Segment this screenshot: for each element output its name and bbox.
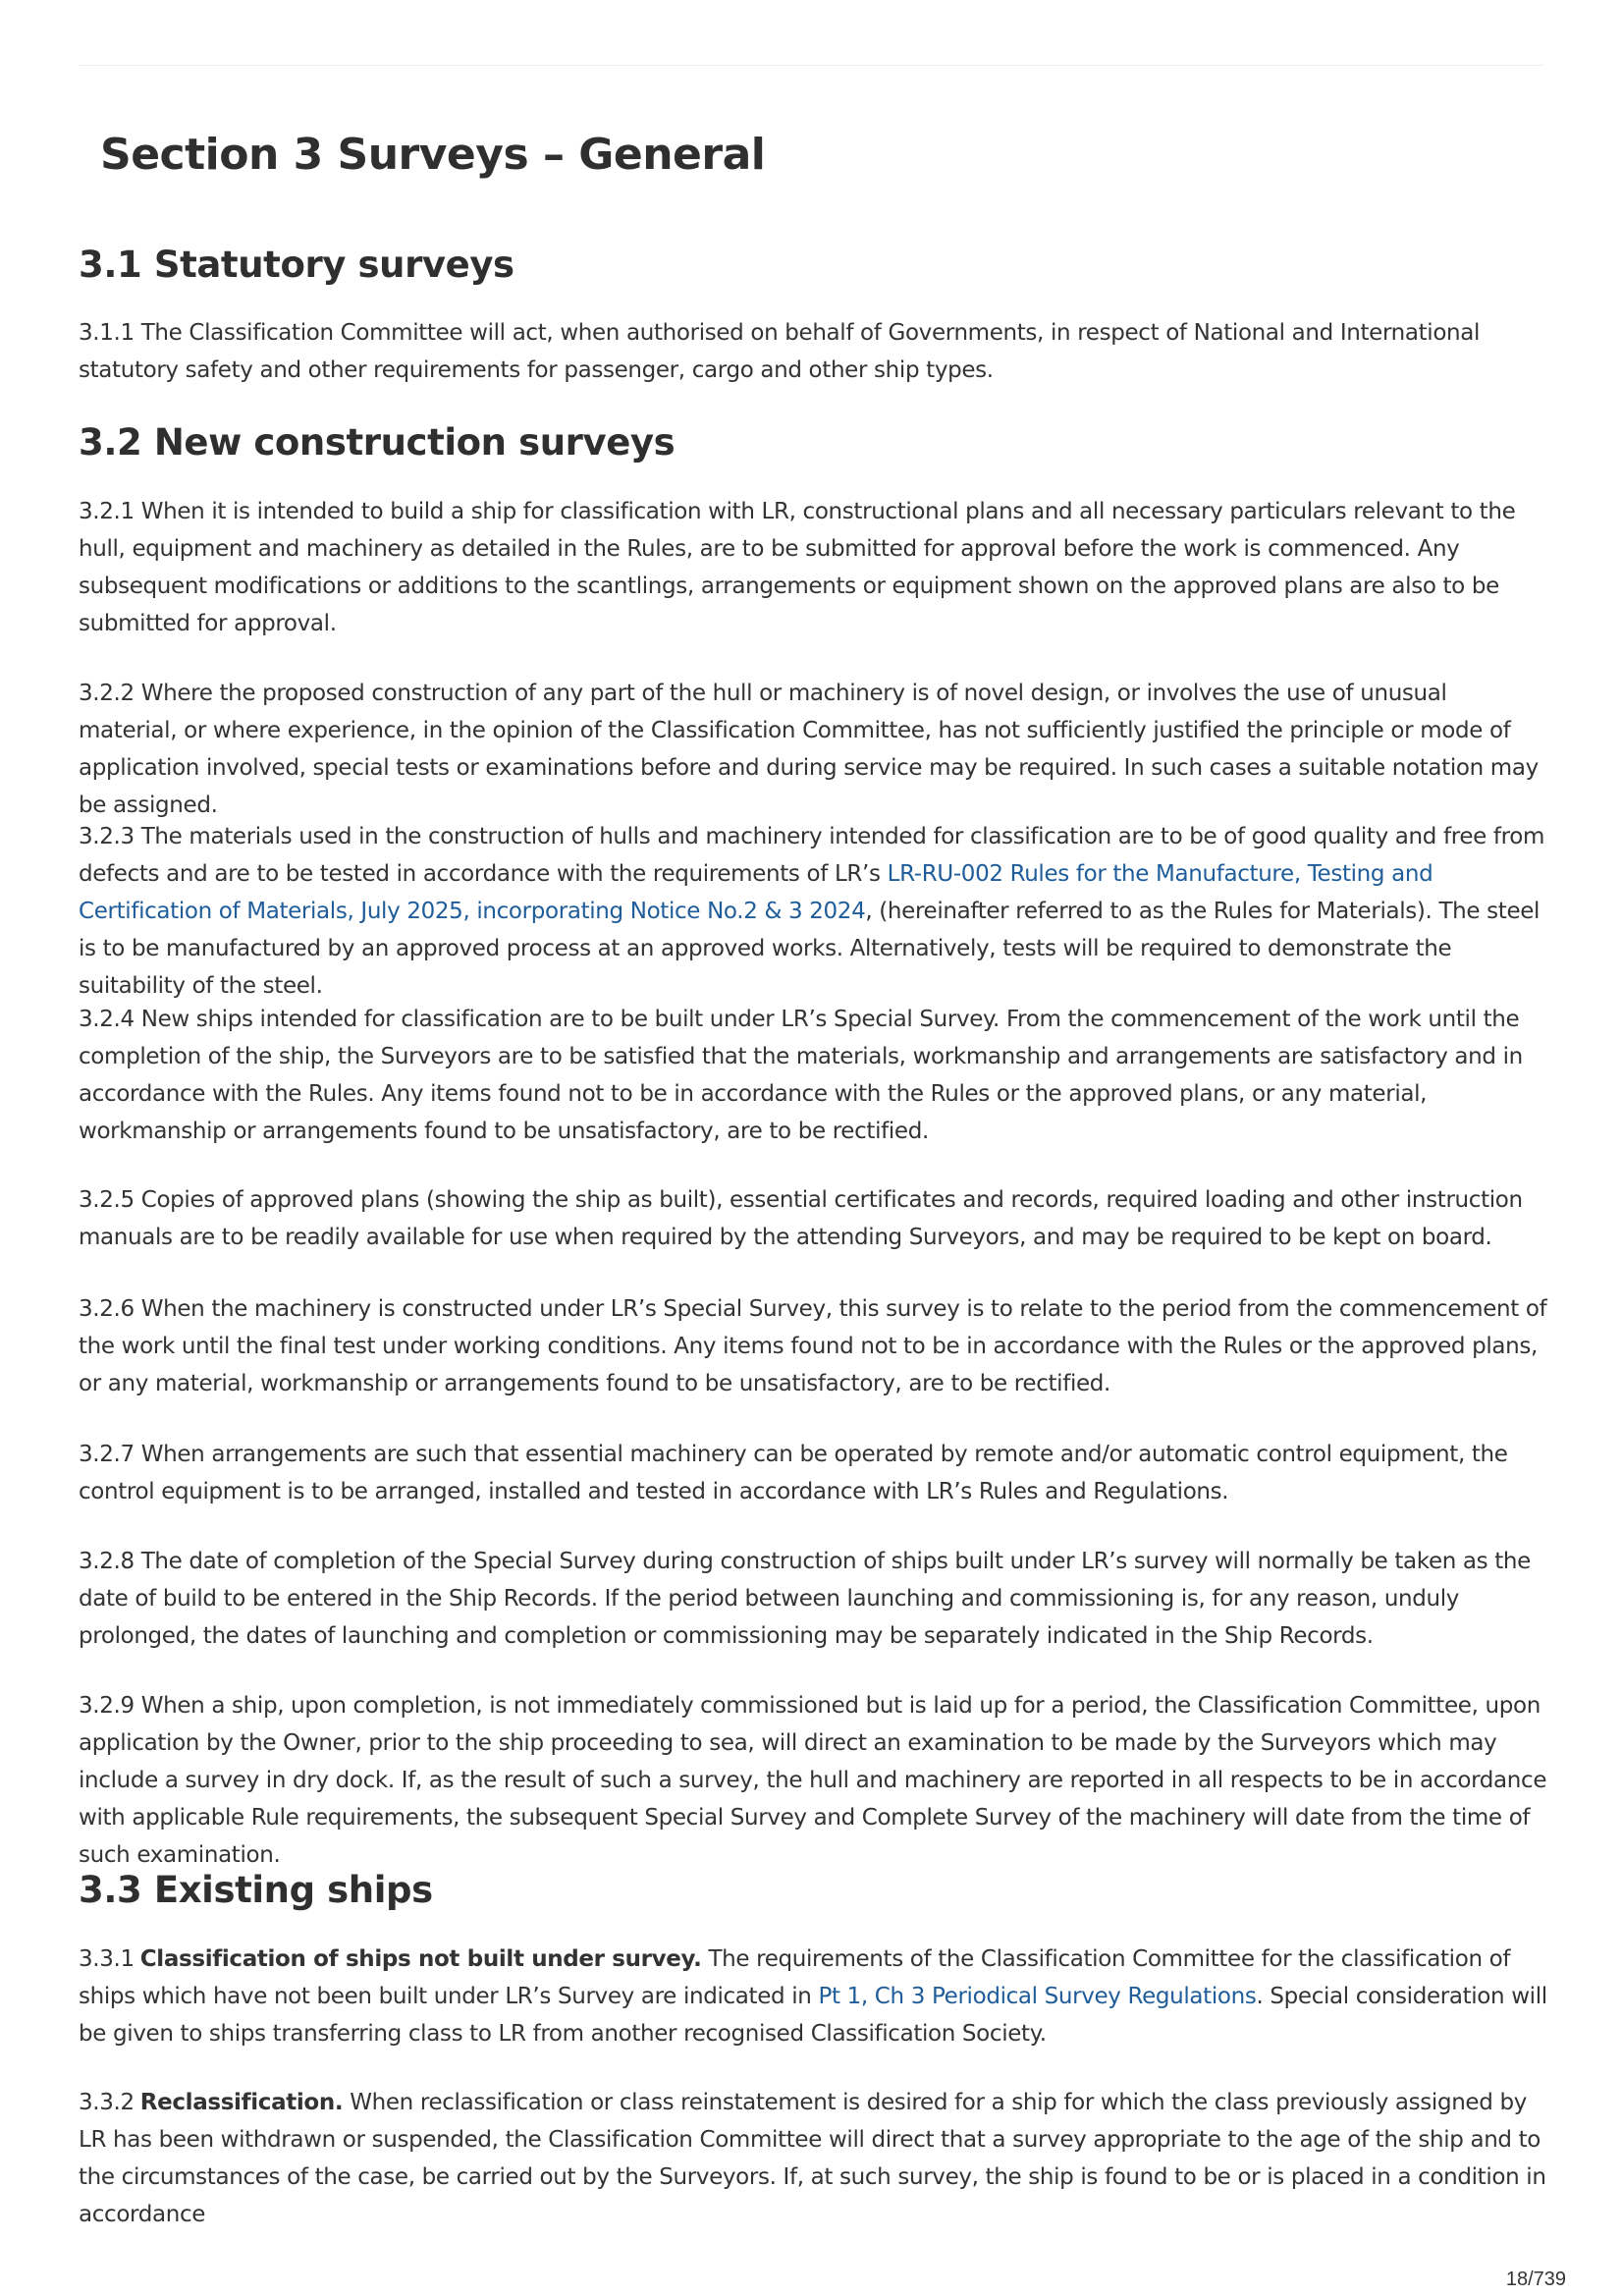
paragraph-3-2-7: 3.2.7 When arrangements are such that essential machinery can be operated by remote and/or automatic control equipment, the control equipment is to be arranged, installed and tested in accordance with LR’s Rules and Regulations. (79, 1442, 1508, 1504)
paragraph-3-3-2-term: Reclassification. (139, 2090, 344, 2115)
heading-3-1: 3.1 Statutory surveys (79, 244, 514, 286)
paragraph-3-3-1 (79, 1941, 1551, 2052)
paragraph-3-3-2 (79, 2084, 1551, 2233)
paragraph-3-3-2-text: When reclassification or class reinstatement is desired for a ship for which the class previously assigned by LR has been withdrawn or suspended, the Classification Committee will direct that a survey appropriate to the age of the ship and to the circumstances of the case, be carried out by the Surveyors. If, at such survey, the ship is found to be or is placed in a condition in accordance (79, 2090, 1546, 2227)
paragraph-3-2-8: 3.2.8 The date of completion of the Special Survey during construction of ships built under LR’s survey will normally be taken as the date of build to be entered in the Ship Records. If the period between launching and commissioning is, for any reason, unduly prolonged, the dates of launching and completion or commissioning may be separately indicated in the Ship Records. (79, 1549, 1531, 1649)
paragraph-3-2-2: 3.2.2 Where the proposed construction of any part of the hull or machinery is of novel design, or involves the use of unusual material, or where experience, in the opinion of the Classification Committee, has not sufficiently justified the principle or mode of application involved, special tests or examinations before and during service may be required. In such cases a suitable notation may be assigned. (79, 681, 1539, 818)
heading-3-3: 3.3 Existing ships (79, 1869, 433, 1911)
paragraph-3-2-3-text-b: , (hereinafter referred to as the Rules for Materials). The steel is to be manufactured by an approved process at an approved works. Alternatively, tests will be required to demonstrate the suitability of the steel. (79, 899, 1541, 999)
paragraph-3-2-4: 3.2.4 New ships intended for classification are to be built under LR’s Special Survey. From the commencement of the work until the completion of the ship, the Surveyors are to be satisfied that the materials, workmanship and arrangements are satisfactory and in accordance with the Rules. Any items found not to be in accordance with the Rules or the approved plans, or any material, workmanship or arrangements found to be unsatisfactory, are to be rectified. (79, 1007, 1523, 1144)
page-title: Section 3 Surveys – General (100, 130, 766, 180)
paragraph-3-2-5: 3.2.5 Copies of approved plans (showing the ship as built), essential certificates and records, required loading and other instruction manuals are to be readily available for use when required by the attending Surveyors, and may be required to be kept on board. (79, 1187, 1523, 1250)
paragraph-3-3-1-term: Classification of ships not built under survey. (139, 1946, 702, 1972)
paragraph-3-2-3 (79, 818, 1551, 1005)
periodical-survey-regulations-link[interactable]: Pt 1, Ch 3 Periodical Survey Regulations (818, 1984, 1257, 2009)
top-divider (79, 65, 1543, 66)
rules-for-materials-link[interactable]: LR-RU-002 Rules for the Manufacture, Testing and Certification of Materials, July 2025, incorporating Notice No.2 & 3 2024 (79, 861, 1433, 924)
paragraph-3-2-3-text-a: 3.2.3 The materials used in the construction of hulls and machinery intended for classification are to be of good quality and free from defects and are to be tested in accordance with the requirements of LR’s (79, 824, 1545, 887)
paragraph-3-2-9: 3.2.9 When a ship, upon completion, is not immediately commissioned but is laid up for a period, the Classification Committee, upon application by the Owner, prior to the ship proceeding to sea, will direct an examination to be made by the Surveyors which may include a survey in dry dock. If, as the result of such a survey, the hull and machinery are reported in all respects to be in accordance with applicable Rule requirements, the subsequent Special Survey and Complete Survey of the machinery will date from the time of such examination. (79, 1693, 1547, 1868)
paragraph-3-1-1: 3.1.1 The Classification Committee will act, when authorised on behalf of Governments, in respect of National and International statutory safety and other requirements for passenger, cargo and other ship types. (79, 320, 1481, 383)
paragraph-3-3-2-number: 3.3.2 (79, 2090, 135, 2115)
heading-3-2: 3.2 New construction surveys (79, 421, 676, 464)
paragraph-3-2-1: 3.2.1 When it is intended to build a ship for classification with LR, constructional plans and all necessary particulars relevant to the hull, equipment and machinery as detailed in the Rules, are to be submitted for approval before the work is commenced. Any subsequent modifications or additions to the scantlings, arrangements or equipment shown on the approved plans are also to be submitted for approval. (79, 499, 1516, 636)
paragraph-3-2-6: 3.2.6 When the machinery is constructed under LR’s Special Survey, this survey is to relate to the period from the commencement of the work until the final test under working conditions. Any items found not to be in accordance with the Rules or the approved plans, or any material, workmanship or arrangements found to be unsatisfactory, are to be rectified. (79, 1296, 1547, 1396)
paragraph-3-3-1-text-b: . Special consideration will be given to ships transferring class to LR from another recognised Classification Society. (79, 1984, 1547, 2047)
paragraph-3-3-1-number: 3.3.1 (79, 1946, 135, 1972)
paragraph-3-3-1-text-a: The requirements of the Classification Committee for the classification of ships which have not been built under LR’s Survey are indicated in (79, 1946, 1511, 2009)
page-number: 18/739 (1505, 2269, 1566, 2290)
